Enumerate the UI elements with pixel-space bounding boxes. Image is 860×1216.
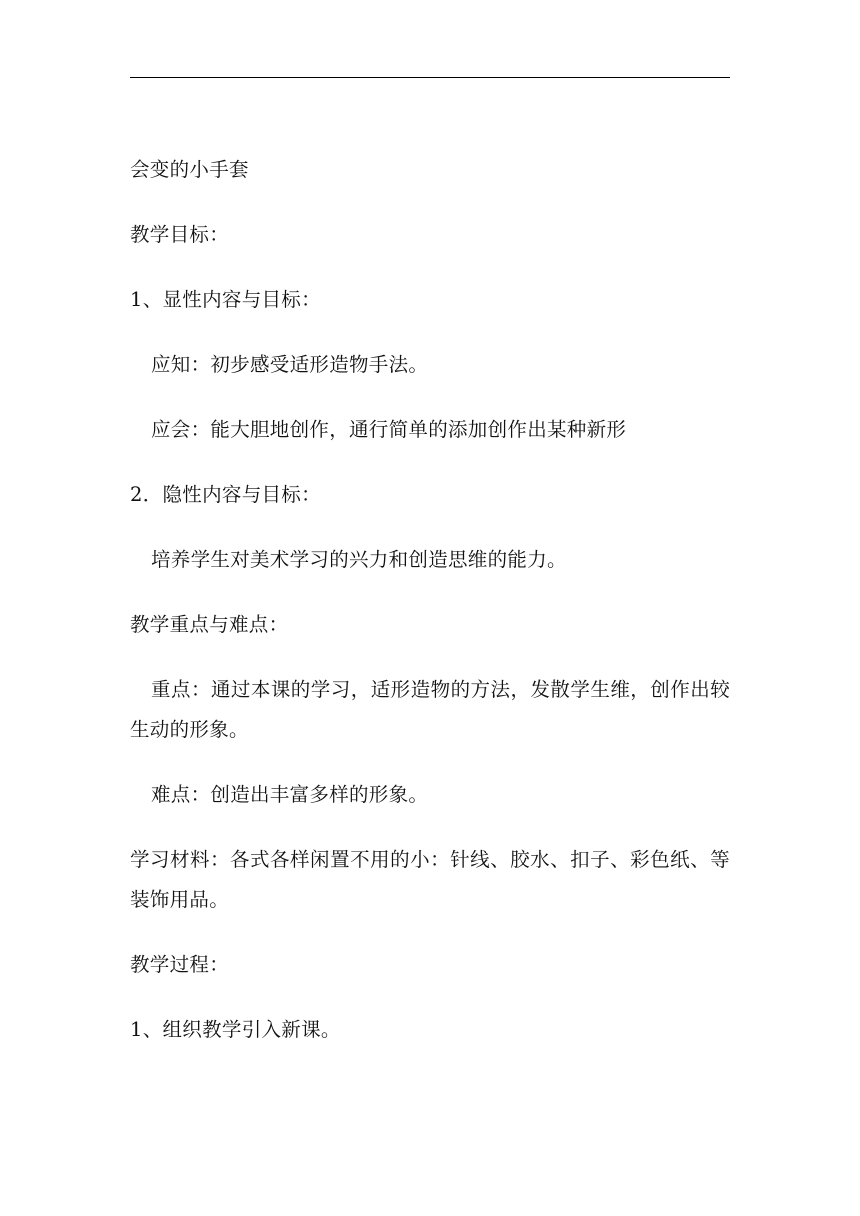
section-heading-objectives: 教学目标： xyxy=(130,223,230,246)
paragraph-able: 应会：能大胆地创作，通行简单的添加创作出某种新形 xyxy=(151,418,627,441)
section-heading-key-points: 教学重点与难点： xyxy=(130,613,289,636)
document-body xyxy=(130,150,730,1075)
paragraph-materials: 学习材料：各式各样闲置不用的小：针线、胶水、扣子、彩色纸、等装饰用品。 xyxy=(130,848,730,911)
paragraph-step-1: 1、组织教学引入新课。 xyxy=(130,1018,341,1041)
header-rule xyxy=(130,77,730,78)
subheading-explicit: 1、显性内容与目标： xyxy=(130,288,321,311)
paragraph-difficulty: 难点：创造出丰富多样的形象。 xyxy=(151,783,429,806)
lesson-title: 会变的小手套 xyxy=(130,158,249,181)
paragraph-know: 应知：初步感受适形造物手法。 xyxy=(151,353,429,376)
section-heading-process: 教学过程： xyxy=(130,953,230,976)
paragraph-key-point: 重点：通过本课的学习，适形造物的方法，发散学生维，创作出较生动的形象。 xyxy=(130,678,730,741)
paragraph-cultivate: 培养学生对美术学习的兴力和创造思维的能力。 xyxy=(151,548,567,571)
subheading-implicit: 2．隐性内容与目标： xyxy=(130,483,321,506)
